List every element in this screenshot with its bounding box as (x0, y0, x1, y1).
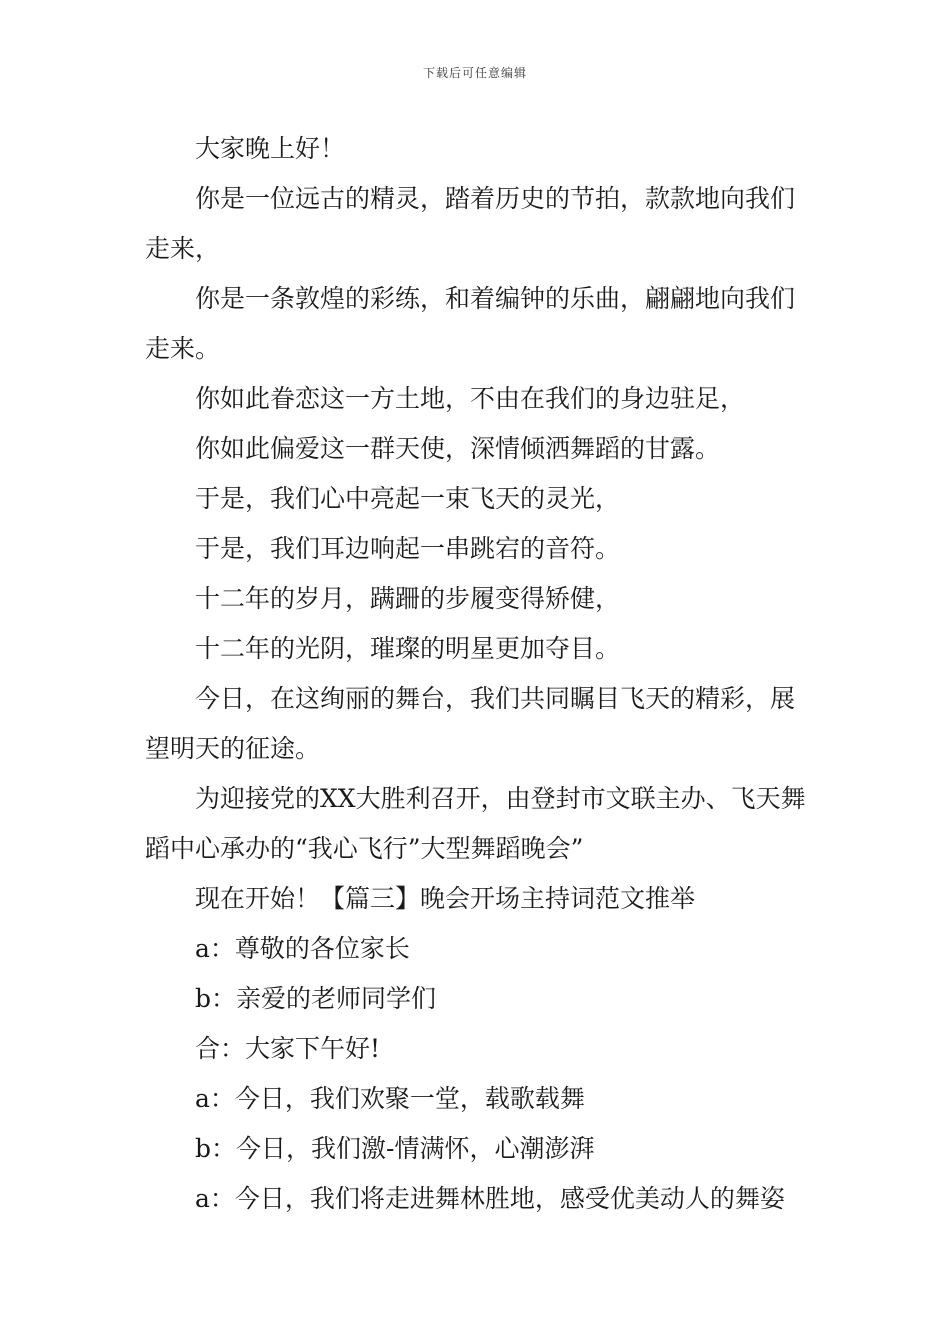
paragraph: 你是一条敦煌的彩练，和着编钟的乐曲，翩翩地向我们走来。 (145, 284, 796, 363)
paragraph: a：今日，我们将走进舞林胜地，感受优美动人的舞姿 (195, 1184, 785, 1213)
paragraph: 今日，在这绚丽的舞台，我们共同瞩目飞天的精彩，展望明天的征途。 (145, 684, 796, 763)
paragraph: b：今日，我们激-情满怀，心潮澎湃 (195, 1134, 595, 1163)
paragraph: 现在开始！【篇三】晚会开场主持词范文推举 (195, 884, 696, 913)
document-body (145, 124, 810, 1224)
paragraph: 于是，我们心中亮起一束飞天的灵光， (195, 484, 621, 513)
paragraph: 合：大家下午好! (195, 1034, 381, 1063)
paragraph: 为迎接党的XX大胜利召开，由登封市文联主办、飞天舞蹈中心承办的“我心飞行”大型舞蹈晚会” (145, 784, 806, 863)
paragraph: 你是一位远古的精灵，踏着历史的节拍，款款地向我们走来， (145, 184, 796, 263)
paragraph: a：今日，我们欢聚一堂，载歌载舞 (195, 1084, 585, 1113)
paragraph: b：亲爱的老师同学们 (195, 984, 437, 1013)
paragraph: 十二年的光阴，璀璨的明星更加夺目。 (195, 634, 621, 663)
paragraph: a：尊敬的各位家长 (195, 934, 410, 963)
paragraph: 大家晚上好！ (195, 134, 346, 163)
paragraph: 十二年的岁月，蹒跚的步履变得矫健， (195, 584, 621, 613)
paragraph: 你如此眷恋这一方土地，不由在我们的身边驻足， (195, 384, 746, 413)
page-header: 下载后可任意编辑 (422, 66, 527, 80)
paragraph: 于是，我们耳边响起一串跳宕的音符。 (195, 534, 621, 563)
paragraph: 你如此偏爱这一群天使，深情倾洒舞蹈的甘露。 (195, 434, 721, 463)
